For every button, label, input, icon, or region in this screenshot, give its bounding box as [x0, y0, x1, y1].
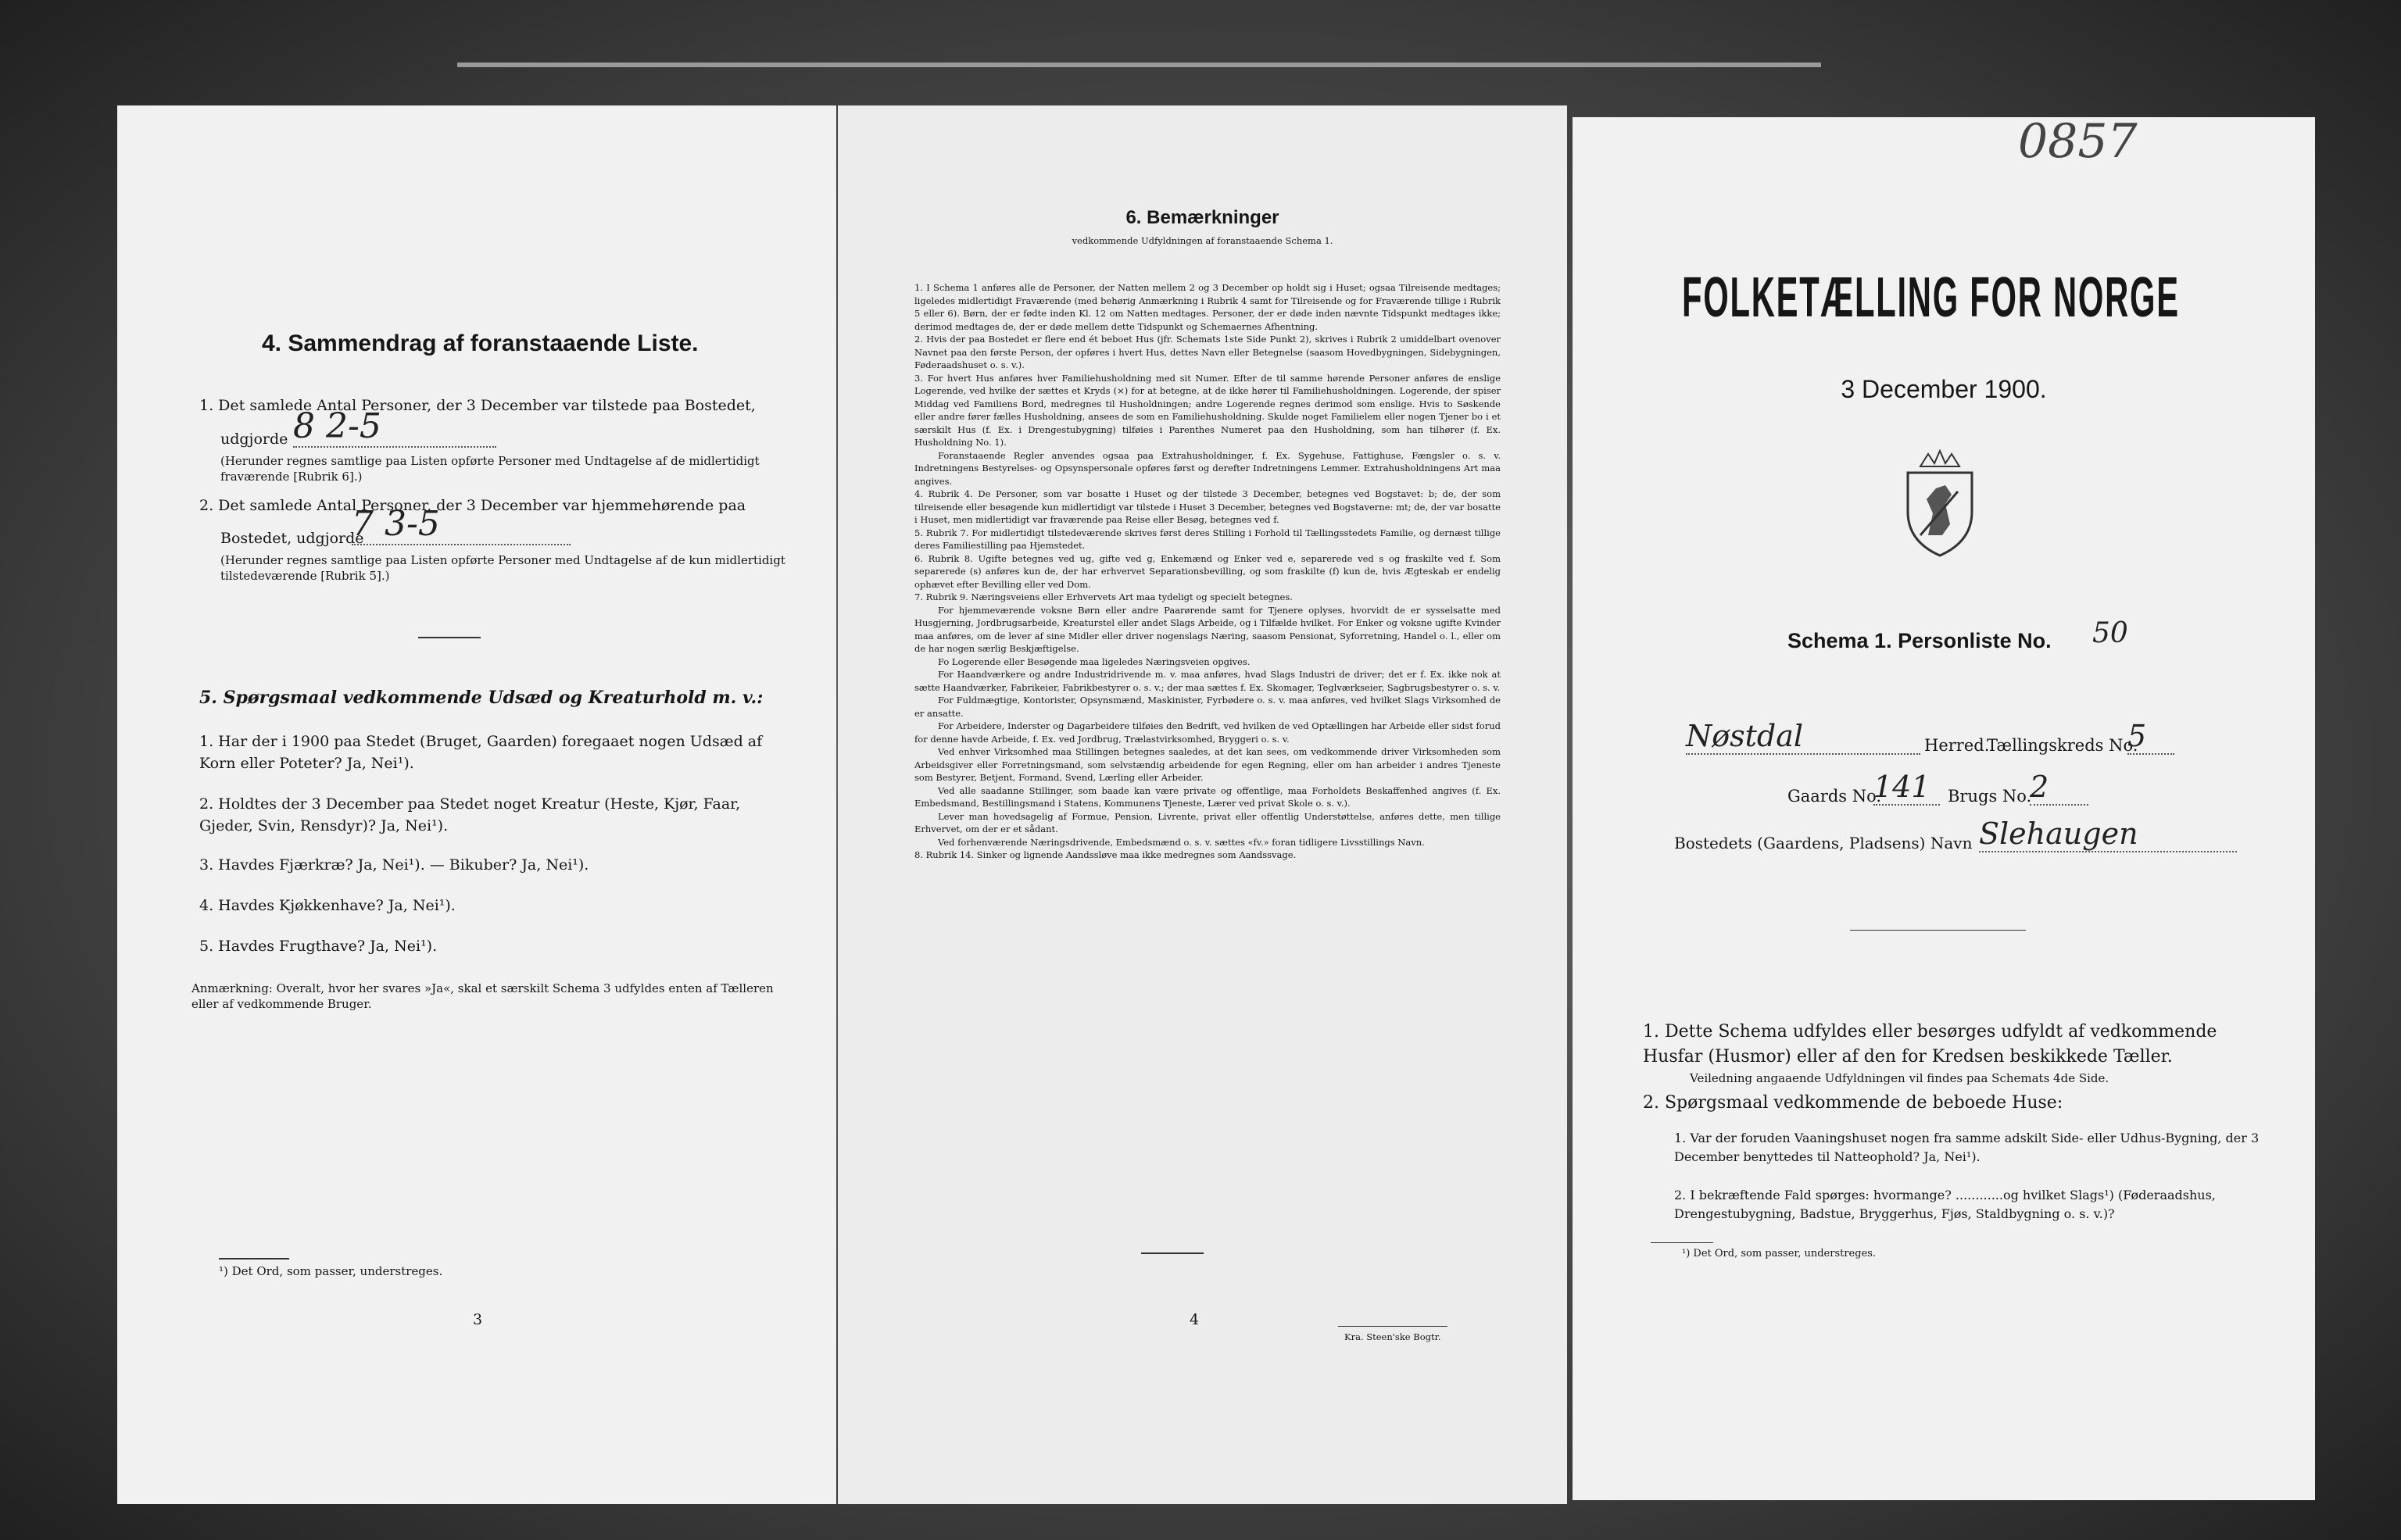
page-number: 3 [473, 1311, 483, 1328]
item2-value: 7 3-5 [352, 504, 571, 545]
question-1: 1. Har der i 1900 paa Stedet (Bruget, Gaarden) foregaaet nogen Udsæd af Korn eller Poteter? Ja, Nei¹). [199, 733, 763, 772]
item1-value: 8 2-5 [293, 406, 496, 448]
item2-udgjorde: Bostedet, udgjorde [220, 530, 364, 547]
gaards-label: Gaards No. [1787, 787, 1882, 806]
remark-paragraph: Foranstaaende Regler anvendes ogsaa paa Extrahusholdninger, f. Ex. Sygehuse, Fattighuse, Fængsler o. s. v. Indretningens Bestyrelses- og Opsynspersonale opføres først og derefter Indretningens Lemmer. Extrahusholdningens Art maa angives. [914, 449, 1501, 487]
item1-text: 1. Det samlede Antal Personer, der 3 December var tilstede paa Bostedet, [199, 397, 756, 414]
remarks-body [914, 281, 1501, 862]
anmerkning: Anmærkning: Overalt, hvor her svares »Ja«, skal et særskilt Schema 3 udfyldes enten af Tælleren eller af vedkommende Bruger. [191, 981, 774, 1011]
remark-paragraph: 4. Rubrik 4. De Personer, som var bosatte i Huset og der tilstede 3 December, betegnes ved Bogstavet: b; de, der som tilreisende eller besøgende kun midlertidigt var tilstede i Huset 3 December, betegnes ved Bogstaverne: mt; de, der var bosatte i Huset, men midlertidigt var fraværende paa Reise eller Besøg, betegnes ved f. [914, 488, 1501, 525]
herred-label: Herred. [1924, 736, 1990, 755]
item1-note: (Herunder regnes samtlige paa Listen opførte Personer med Undtagelse af de midlertidigt fraværende [Rubrik 6].) [220, 454, 760, 484]
remark-paragraph: 5. Rubrik 7. For midlertidigt tilstedeværende skrives først deres Stilling i Forhold til Tællingsstedets Familie, og dernæst tillige deres Familiestilling paa Hjemstedet. [914, 527, 1501, 551]
footnote-rule [1651, 1242, 1713, 1243]
schema-label: Schema 1. Personliste No. [1787, 629, 2052, 652]
page-left [117, 105, 836, 1504]
remark-paragraph: Lever man hovedsagelig af Formue, Pension, Livrente, privat eller offentlig Understøttelse, anføres dette, men tillige Erhvervet, om der er et sådant. [914, 810, 1501, 834]
instruction-2: 2. Spørgsmaal vedkommende de beboede Huse: [1643, 1093, 2063, 1113]
remark-paragraph: 6. Rubrik 8. Ugifte betegnes ved ug, gifte ved g, Enkemænd og Enker ved e, separerede ved s og fraskilte ved f. Som separerede (s) anføres kun de, der har erhvervet Separationsbevilling, og som fraskilte (f) kun de, hvis Ægteskab er endelig ophævet efter Bevilling eller ved Dom. [914, 552, 1501, 590]
section5-title: 5. Spørgsmaal vedkommende Udsæd og Kreaturhold m. v.: [199, 688, 764, 708]
question-3: 3. Havdes Fjærkræ? Ja, Nei¹). — Bikuber? Ja, Nei¹). [199, 856, 589, 874]
instruction-1: 1. Dette Schema udfyldes eller besørges udfyldt af vedkommende Husfar (Husmor) eller af den for Kredsen beskikkede Tæller. [1643, 1022, 2217, 1067]
section4-title: 4. Sammendrag af foranstaaende Liste. [262, 331, 699, 356]
divider [1850, 930, 2026, 931]
footnote-rule [219, 1258, 289, 1260]
bosted-label: Bostedets (Gaardens, Pladsens) Navn [1674, 834, 1973, 852]
remark-paragraph: For Fuldmægtige, Kontorister, Opsynsmænd, Maskinister, Fyrbødere o. s. v. maa anføres, ved hvilket Slags Virksomhed de er ansatte. [914, 695, 1501, 719]
herred-value: Nøstdal [1686, 719, 1920, 755]
remark-paragraph: 3. For hvert Hus anføres hver Familiehusholdning med sit Numer. Efter de til samme hørende Personer anføres de enslige Logerende, ved hvilke der sættes et Kryds (×) for at betegne, at de ikke hører til Familiehusholdningen. Logerende, der spiser Middag ved Familiens Bord, medregnes til Husholdningen; andre Logerende regnes derimod som enslige. Hvis to Søskende eller andre fører fælles Husholdning, ansees de som en Familiehusholdning. Skulde noget Familielem eller nogen Tjener bo i et særskilt Hus (f. Ex. i Drengestubygning) tilføies i Parenthes Numeret paa den Husholdning, som han tilhører (f. Ex. Husholdning No. 1). [914, 372, 1501, 448]
item2-note: (Herunder regnes samtlige paa Listen opførte Personer med Undtagelse af de kun midlertidigt tilstedeværende [Rubrik 5].) [220, 553, 785, 583]
divider [1141, 1252, 1204, 1254]
item1-udgjorde: udgjorde [220, 431, 288, 448]
page-number: 4 [1190, 1311, 1200, 1328]
census-date: 3 December 1900. [1841, 375, 2047, 403]
question-5: 5. Havdes Frugthave? Ja, Nei¹). [199, 938, 438, 955]
printer-rule [1338, 1326, 1447, 1327]
remarks-title: 6. Bemærkninger [1125, 207, 1279, 228]
brugs-value: 2 [2030, 770, 2088, 806]
page-middle [838, 105, 1567, 1504]
remark-paragraph: Ved alle saadanne Stillinger, som baade kan være private og offentlige, maa Forholdets Beskaffenhed angives (f. Ex. Embedsmand, Bestillingsmand i Statens, Kommunens Tjeneste, Lærer ved privat Skole o. s. v.). [914, 784, 1501, 809]
instruction-1-note: Veiledning angaaende Udfyldningen vil findes paa Schemats 4de Side. [1690, 1071, 2109, 1085]
remark-paragraph: Fo Logerende eller Besøgende maa ligeledes Næringsveien opgives. [938, 656, 1251, 667]
remark-paragraph: For Arbeidere, Inderster og Dagarbeidere tilføies den Bedrift, ved hvilken de ved Optællingen har Arbeide eller sidst forud for denne havde Arbeide, f. Ex. ved Jordbrug, Trælastvirksomhed, Bryggeri o. s. v. [914, 720, 1501, 745]
schema-number: 50 [2092, 617, 2128, 649]
scan-top-rule [457, 63, 1821, 67]
footnote: ¹) Det Ord, som passer, understreges. [219, 1264, 443, 1278]
remarks-subtitle: vedkommende Udfyldningen af foranstaaende Schema 1. [1072, 235, 1333, 246]
footnote: ¹) Det Ord, som passer, understreges. [1682, 1248, 1877, 1260]
archive-stamp: 0857 [2018, 117, 2138, 169]
bosted-value: Slehaugen [1979, 816, 2237, 852]
divider [418, 637, 481, 638]
form-title: FOLKETÆLLING FOR NORGE [1682, 266, 2180, 329]
remark-paragraph: 8. Rubrik 14. Sinker og lignende Aandssløve maa ikke medregnes som Aandssvage. [914, 849, 1297, 860]
kreds-value: 5 [2127, 719, 2174, 755]
page-right [1573, 117, 2315, 1500]
item2-text: 2. Det samlede Antal Personer, der 3 December var hjemmehørende paa [199, 497, 746, 514]
gaards-value: 141 [1873, 770, 1940, 806]
brugs-label: Brugs No. [1948, 787, 2032, 806]
norway-coat-of-arms-icon [1897, 449, 1983, 559]
remark-paragraph: 7. Rubrik 9. Næringsveiens eller Erhvervets Art maa tydeligt og specielt betegnes. [914, 591, 1293, 602]
kreds-label: Tællingskreds No. [1987, 736, 2138, 755]
house-question-2: 2. I bekræftende Fald spørges: hvormange? ............og hvilket Slags¹) (Føderaadshus, Drengestubygning, Badstue, Bryggerhus, Fjøs, Staldbygning o. s. v.)? [1674, 1188, 2216, 1221]
remark-paragraph: For Haandværkere og andre Industridrivende m. v. maa anføres, hvad Slags Industri de driver; det er f. Ex. ikke nok at sætte Haandværker, Fabrikeier, Fabrikbestyrer o. s. v.; der maa sættes f. Ex. Skomager, Teglværkseier, Sagbrugsbestyrer o. s. v. [914, 669, 1501, 693]
question-2: 2. Holdtes der 3 December paa Stedet noget Kreatur (Heste, Kjør, Faar, Gjeder, Svin, Rensdyr)? Ja, Nei¹). [199, 795, 741, 834]
remark-paragraph: Ved forhenværende Næringsdrivende, Embedsmænd o. s. v. sættes «fv.» foran tidligere Livsstillings Navn. [938, 836, 1425, 848]
remark-paragraph: Ved enhver Virksomhed maa Stillingen betegnes saaledes, at det kan sees, om vedkommende driver Virksomheden som Arbeidsgiver eller Forretningsmand, som selvstændig arbeidende for egen Regning, eller om han arbeider i andres Tjeneste som Bestyrer, Betjent, Formand, Svend, Lærling eller Arbeider. [914, 746, 1501, 783]
remark-paragraph: 1. I Schema 1 anføres alle de Personer, der Natten mellem 2 og 3 December op holdt sig i Huset; ogsaa Tilreisende medtages; ligeledes midlertidigt Fraværende (med behørig Anmærkning i Rubrik 4 samt for Tilreisende og for Fraværende tillige i Rubrik 5 eller 6). Børn, der er fødte inden Kl. 12 om Natten medtages. Personer, der er døde inden nævnte Tidspunkt medtages ikke; derimod medtages de, der er døde mellem dette Tidspunkt og Schemaernes Afhentning. [914, 282, 1501, 332]
house-question-1: 1. Var der foruden Vaaningshuset nogen fra samme adskilt Side- eller Udhus-Bygning, der 3 December benyttedes til Natteophold? Ja, Nei¹). [1674, 1131, 2260, 1164]
question-4: 4. Havdes Kjøkkenhave? Ja, Nei¹). [199, 897, 456, 914]
printer-credit: Kra. Steen'ske Bogtr. [1344, 1331, 1441, 1342]
remark-paragraph: For hjemmeværende voksne Børn eller andre Paarørende samt for Tjenere oplyses, hvorvidt de er sysselsatte med Husgjerning, Jordbrugsarbeide, Kreaturstel eller andet Slags Arbeide, og i Tilfælde hvilket. For Enker og voksne ugifte Kvinder maa anføres, om de lever af sine Midler eller driver nogenslags Næring, saasom Pensionat, Syforretning, Handel o. l., eller om de har nogen særlig Beskjæftigelse. [914, 604, 1501, 654]
remark-paragraph: 2. Hvis der paa Bostedet er flere end ét beboet Hus (jfr. Schemats 1ste Side Punkt 2), skrives i Rubrik 2 umiddelbart ovenover Navnet paa den første Person, der opføres i hvert Hus, dettes Navn eller Betegnelse (saasom Hovedbygningen, Sidebygningen, Føderaadshuset o. s. v.). [914, 334, 1501, 370]
